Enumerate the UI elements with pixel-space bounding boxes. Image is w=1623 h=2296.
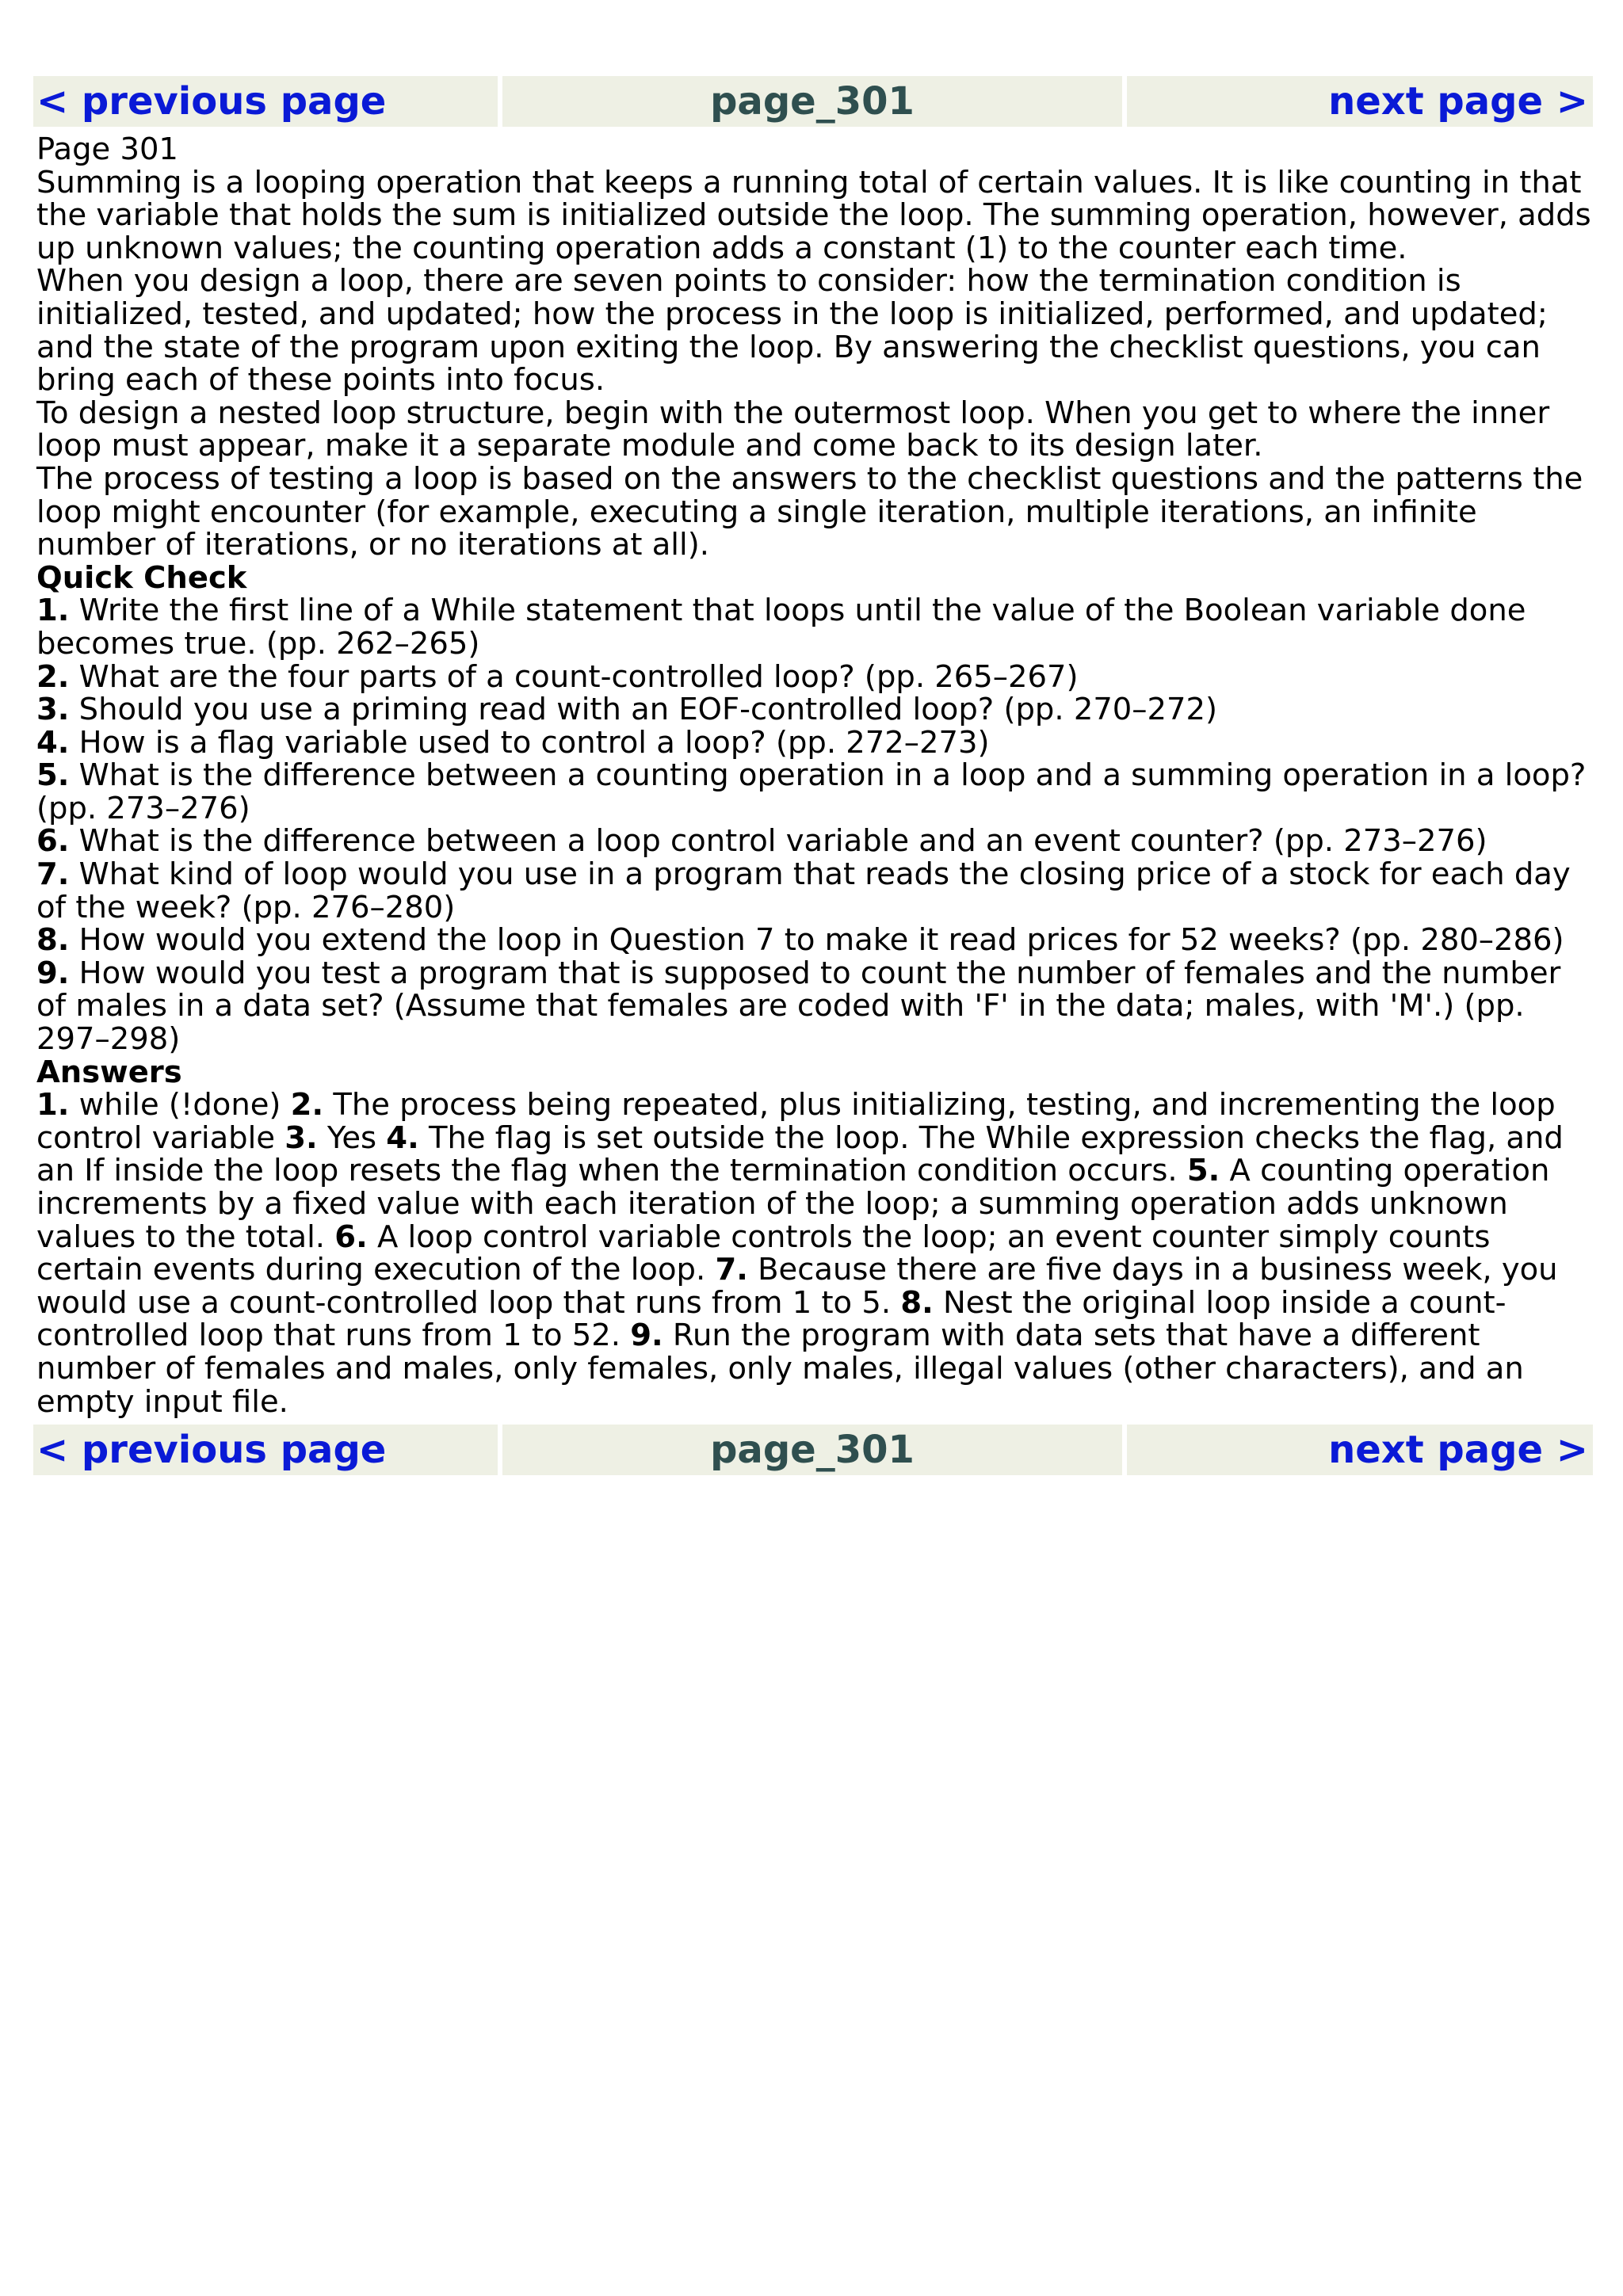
paragraph: When you design a loop, there are seven points to consider: how the termination condition is initialized, tested, and updated; how the process in the loop is initialized, performed, and updated; and the state of the program upon exiting the loop. By answering the checklist questions, you can bring each of these points into focus. [36,263,1548,399]
next-page-link[interactable]: next page > [1127,76,1593,127]
answer-text: Yes [317,1119,387,1156]
answer-number: 2. [290,1087,324,1123]
answer-number: 9. [630,1318,663,1354]
answer-number: 8. [900,1284,934,1321]
question-number: 9. [36,955,70,991]
answer-number: 5. [1186,1153,1220,1189]
question-text: What kind of loop would you use in a program that reads the closing price of a stock for each day of the week? (pp. 276–280) [36,856,1571,925]
question-item [36,724,1598,761]
next-page-link[interactable]: next page > [1127,1425,1593,1475]
question-item [36,858,1598,924]
top-navbar [33,76,1598,127]
answer-number: 3. [285,1119,318,1156]
question-text: How would you test a program that is supposed to count the number of females and the number of males in a data set? (Assume that females are coded with 'F' in the data; males, with 'M'.) (pp. 297–298) [36,955,1561,1058]
bottom-navbar [33,1425,1598,1475]
question-number: 8. [36,922,70,959]
answer-number: 1. [36,1087,70,1123]
answer-text: The process being repeated, plus initializing, testing, and incrementing the loop control variable [36,1087,1556,1156]
question-number: 5. [36,757,70,794]
answer-text: The flag is set outside the loop. The While expression checks the flag, and an If inside the loop resets the flag when the termination condition occurs. [36,1119,1564,1189]
question-number: 1. [36,593,70,629]
question-item [36,825,1598,858]
paragraph: To design a nested loop structure, begin with the outermost loop. When you get to where the inner loop must appear, make it a separate module and come back to its design later. [36,395,1550,464]
question-number: 4. [36,724,70,761]
page-content [33,127,1598,1425]
answer-text: Because there are five days in a business week, you would use a count-controlled loop that runs from 1 to 5. [36,1252,1558,1321]
previous-page-link[interactable]: < previous page [33,1425,498,1475]
question-text: How would you extend the loop in Question 7 to make it read prices for 52 weeks? (pp. 280–286) [69,922,1564,959]
answers-heading: Answers [36,1054,182,1090]
question-item [36,658,1598,695]
paragraph: Summing is a looping operation that keeps a running total of certain values. It is like counting in that the variable that holds the sum is initialized outside the loop. The summing operation, however, adds up unknown values; the counting operation adds a constant (1) to the counter each time. [36,164,1591,266]
question-item [36,693,1598,727]
previous-page-link[interactable]: < previous page [33,76,498,127]
question-item [36,924,1598,957]
answer-number: 4. [386,1119,419,1156]
quick-check-heading: Quick Check [36,559,247,596]
question-number: 6. [36,823,70,860]
question-number: 7. [36,856,70,893]
answers-text [36,1089,1598,1418]
question-text: How is a flag variable used to control a loop? (pp. 272–273) [69,724,990,761]
answer-number: 7. [715,1252,748,1288]
question-text: What are the four parts of a count-controlled loop? (pp. 265–267) [69,658,1079,695]
question-number: 2. [36,658,70,695]
question-text: What is the difference between a loop control variable and an event counter? (pp. 273–276) [69,823,1487,860]
question-text: Should you use a priming read with an EOF-controlled loop? (pp. 270–272) [69,692,1218,728]
answer-number: 6. [334,1219,368,1255]
paragraph: The process of testing a loop is based on the answers to the checklist questions and the patterns the loop might encounter (for example, executing a single iteration, multiple iterations, an infinite number of iterations, or no iterations at all). [36,460,1583,563]
question-text: Write the first line of a While statement that loops until the value of the Boolean variable done becomes true. (pp. 262–265) [36,593,1526,662]
page-label: page_301 [502,1425,1122,1475]
question-item [36,594,1598,660]
question-number: 3. [36,692,70,728]
answer-text: A loop control variable controls the loop; an event counter simply counts certain events during execution of the loop. [36,1219,1491,1288]
page-number: Page 301 [36,132,178,167]
answer-text: Nest the original loop inside a count-controlled loop that runs from 1 to 52. [36,1284,1507,1354]
question-item [36,759,1598,825]
answer-text: A counting operation increments by a fixed value with each iteration of the loop; a summing operation adds unknown values to the total. [36,1153,1550,1255]
answer-text: while (!done) [69,1087,291,1123]
page [33,76,1598,1475]
page-label: page_301 [502,76,1122,127]
question-text: What is the difference between a counting operation in a loop and a summing operation in a loop? (pp. 273–276) [36,757,1587,826]
answer-text: Run the program with data sets that have a different number of females and males, only females, only males, illegal values (other characters), and an empty input file. [36,1318,1524,1420]
question-item [36,957,1598,1056]
